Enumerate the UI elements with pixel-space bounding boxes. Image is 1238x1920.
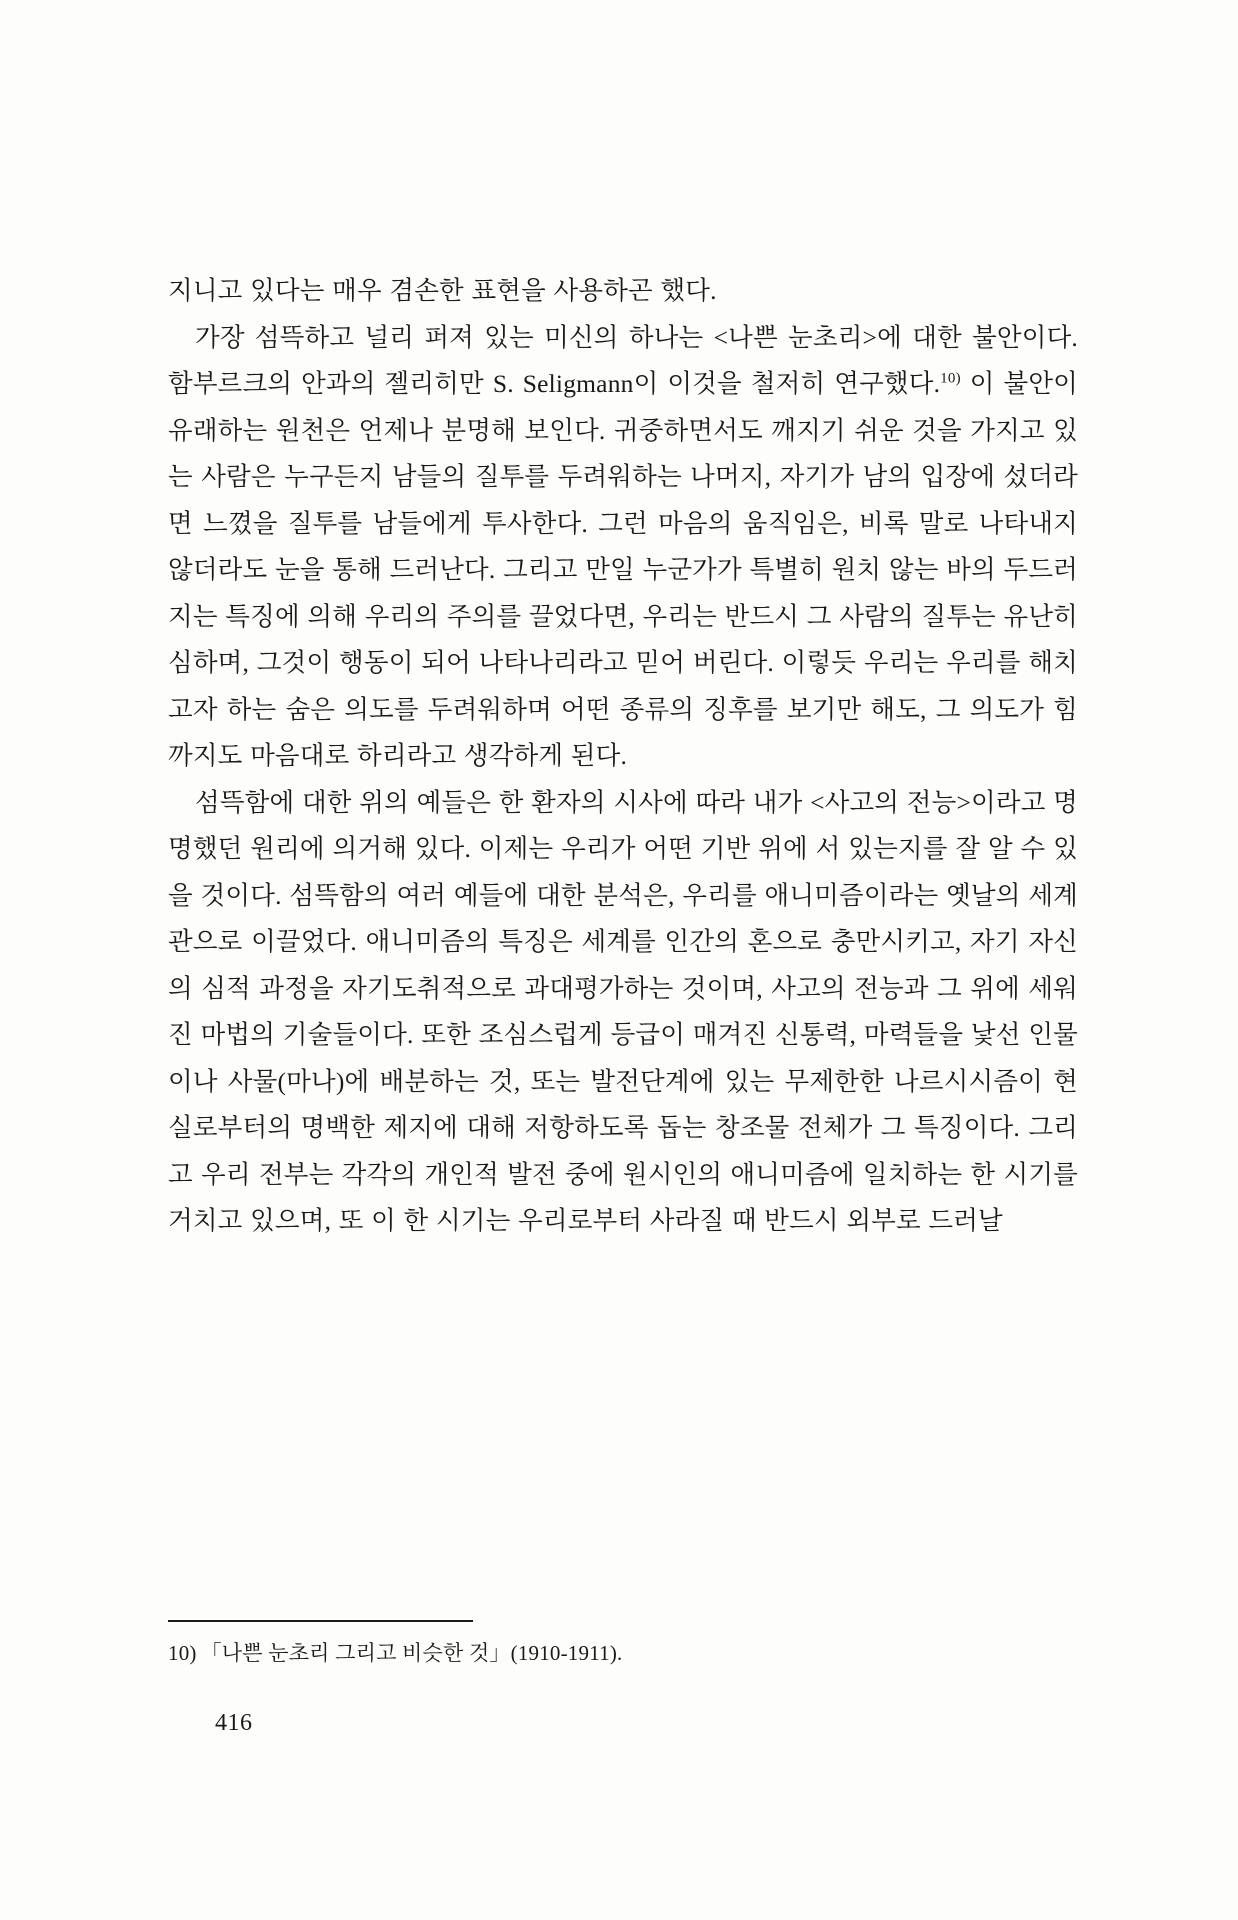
body-text: [168, 268, 1078, 1245]
footnote-divider: [168, 1620, 473, 1622]
paragraph-text-part-b: 이 불안이 유래하는 원천은 언제나 분명해 보인다. 귀중하면서도 깨지기 쉬운 것을 가지고 있는 사람은 누구든지 남들의 질투를 두려워하는 나머지, 자기가 남의 입장에 섰더라면 느꼈을 질투를 남들에게 투사한다. 그런 마음의 움직임은, 비록 말로 나타내지 않더라도 눈을 통해 드러난다. 그리고 만일 누군가가 특별히 원치 않는 바의 두드러지는 특징에 의해 우리의 주의를 끌었다면, 우리는 반드시 그 사람의 질투는 유난히 심하며, 그것이 행동이 되어 나타나리라고 믿어 버린다. 이렇듯 우리는 우리를 해치고자 하는 숨은 의도를 두려워하며 어떤 종류의 징후를 보기만 해도, 그 의도가 힘까지도 마음대로 하리라고 생각하게 된다.: [168, 369, 1079, 770]
paragraph: 섬뜩함에 대한 위의 예들은 한 환자의 시사에 따라 내가 <사고의 전능>이라고 명명했던 원리에 의거해 있다. 이제는 우리가 어떤 기반 위에 서 있는지를 잘 알 수 있을 것이다. 섬뜩함의 여러 예들에 대한 분석은, 우리를 애니미즘이라는 옛날의 세계관으로 이끌었다. 애니미즘의 특징은 세계를 인간의 혼으로 충만시키고, 자기 자신의 심적 과정을 자기도취적으로 과대평가하는 것이며, 사고의 전능과 그 위에 세워진 마법의 기술들이다. 또한 조심스럽게 등급이 매겨진 신통력, 마력들을 낯선 인물이나 사물(마나)에 배분하는 것, 또는 발전단계에 있는 무제한한 나르시시즘이 현실로부터의 명백한 제지에 대해 저항하도록 돕는 창조물 전체가 그 특징이다. 그리고 우리 전부는 각각의 개인적 발전 중에 원시인의 애니미즘에 일치하는 한 시기를 거치고 있으며, 또 이 한 시기는 우리로부터 사라질 때 반드시 외부로 드러날: [168, 787, 1078, 1235]
footnote-reference: 10): [940, 370, 961, 387]
footnote-marker: 10): [168, 1641, 197, 1665]
paragraph-text-part-a: 가장 섬뜩하고 널리 퍼져 있는 미신의 하나는 <나쁜 눈초리>에 대한 불안이다. 함부르크의 안과의 젤리히만 S. Seligmann이 이것을 철저히 연구했다.: [168, 322, 1078, 398]
footnote: [168, 1636, 1078, 1670]
footnote-text: 「나쁜 눈초리 그리고 비슷한 것」(1910-1911).: [200, 1641, 623, 1665]
paragraph: [168, 315, 1078, 780]
paragraph: 지니고 있다는 매우 겸손한 표현을 사용하곤 했다.: [168, 276, 717, 305]
page-number: 416: [215, 1710, 253, 1736]
